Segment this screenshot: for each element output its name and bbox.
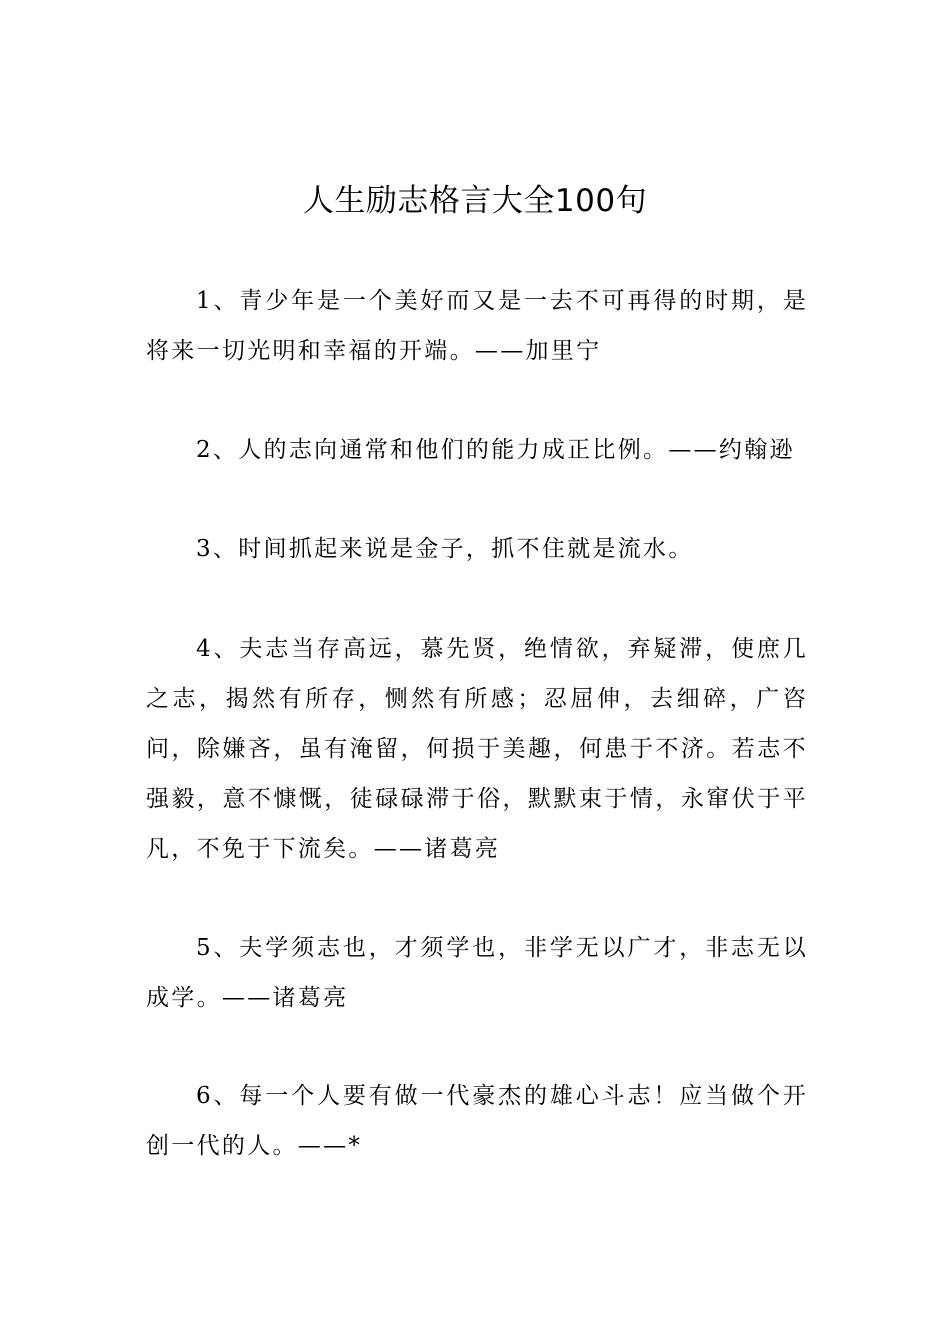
quote-paragraph-5: 5、夫学须志也，才须学也，非学无以广才，非志无以成学。——诸葛亮 xyxy=(146,935,808,1011)
quote-paragraph-2: 2、人的志向通常和他们的能力成正比例。——约翰逊 xyxy=(196,437,795,463)
quote-paragraph-4: 4、夫志当存高远，慕先贤，绝情欲，弃疑滞，使庶几之志，揭然有所存，恻然有所感；忍屈伸，去细碎，广咨问，除嫌吝，虽有淹留，何损于美趣，何患于不济。若志不强毅，意不慷慨，徒碌碌滞于俗，默默束于情，永窜伏于平凡，不免于下流矣。——诸葛亮 xyxy=(146,636,808,862)
document-title: 人生励志格言大全100句 xyxy=(302,183,648,219)
quote-paragraph-6: 6、每一个人要有做一代豪杰的雄心斗志！应当做个开创一代的人。——* xyxy=(146,1083,808,1159)
quote-paragraph-3: 3、时间抓起来说是金子，抓不住就是流水。 xyxy=(196,536,694,562)
quote-paragraph-1: 1、青少年是一个美好而又是一去不可再得的时期，是将来一切光明和幸福的开端。——加里宁 xyxy=(146,288,808,364)
